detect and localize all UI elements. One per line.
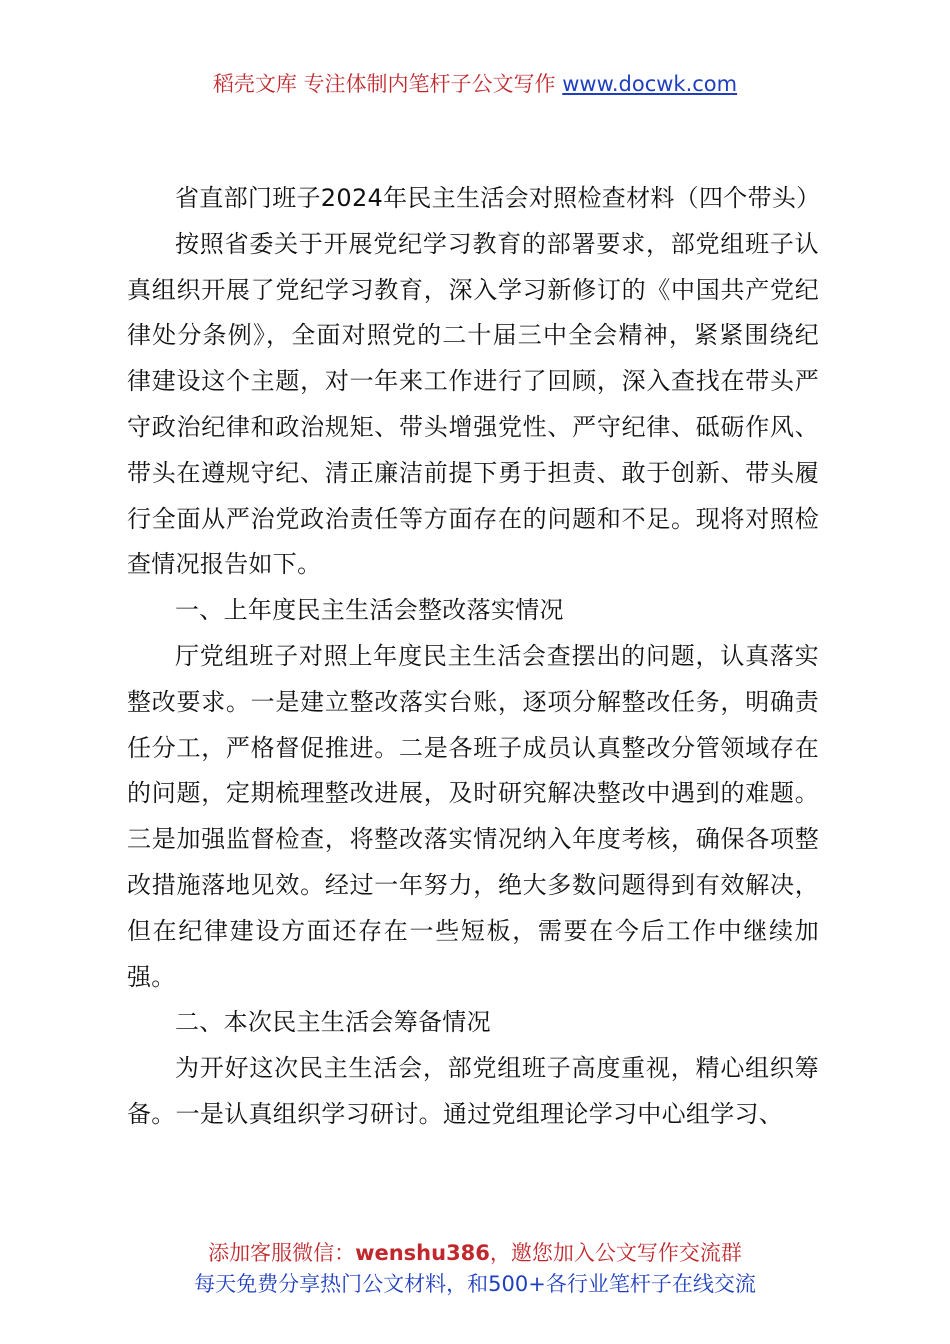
section-heading-1: 一、上年度民主生活会整改落实情况 — [175, 596, 564, 625]
footer-promo-line: 每天免费分享热门公文材料，和500+各行业笔杆子在线交流 — [194, 1272, 756, 1296]
section-1-paragraph: 厅党组班子对照上年度民主生活会查摆出的问题，认真落实整改要求。一是建立整改落实台账，逐项分解整改任务，明确责任分工，严格督促推进。二是各班子成员认真整改分管领域存在的问题，定期梳理整改进展，及时研究解决整改中遇到的难题。三是加强监督检查，将整改落实情况纳入年度考核，确保各项整改措施落地见效。经过一年努力，绝大多数问题得到有效解决，但在纪律建设方面还存在一些短板，需要在今后工作中继续加强。 — [127, 641, 819, 991]
intro-paragraph: 按照省委关于开展党纪学习教育的部署要求，部党组班子认真组织开展了党纪学习教育，深入学习新修订的《中国共产党纪律处分条例》，全面对照党的二十届三中全会精神，紧紧围绕纪律建设这个主题，对一年来工作进行了回顾，深入查找在带头严守政治纪律和政治规矩、带头增强党性、严守纪律、砥砺作风、带头在遵规守纪、清正廉洁前提下勇于担责、敢于创新、带头履行全面从严治党政治责任等方面存在的问题和不足。现将对照检查情况报告如下。 — [127, 229, 819, 579]
document-title: 省直部门班子2024年民主生活会对照检查材料（四个带头） — [175, 184, 821, 212]
website-link[interactable]: www.docwk.com — [562, 72, 738, 96]
page-header — [0, 68, 950, 100]
footer-contact-suffix: ，邀您加入公文写作交流群 — [489, 1241, 742, 1265]
section-heading-2: 二、本次民主生活会筹备情况 — [175, 1008, 491, 1037]
document-body — [127, 176, 819, 1138]
wechat-id: wenshu386 — [355, 1241, 490, 1265]
section-2-paragraph: 为开好这次民主生活会，部党组班子高度重视，精心组织筹备。一是认真组织学习研讨。通过党组理论学习中心组学习、 — [127, 1054, 819, 1128]
footer-contact-prefix: 添加客服微信： — [208, 1241, 356, 1265]
page-footer — [0, 1238, 950, 1300]
brand-slogan: 稻壳文库 专注体制内笔杆子公文写作 — [212, 72, 556, 96]
footer-contact-line — [0, 1238, 950, 1269]
